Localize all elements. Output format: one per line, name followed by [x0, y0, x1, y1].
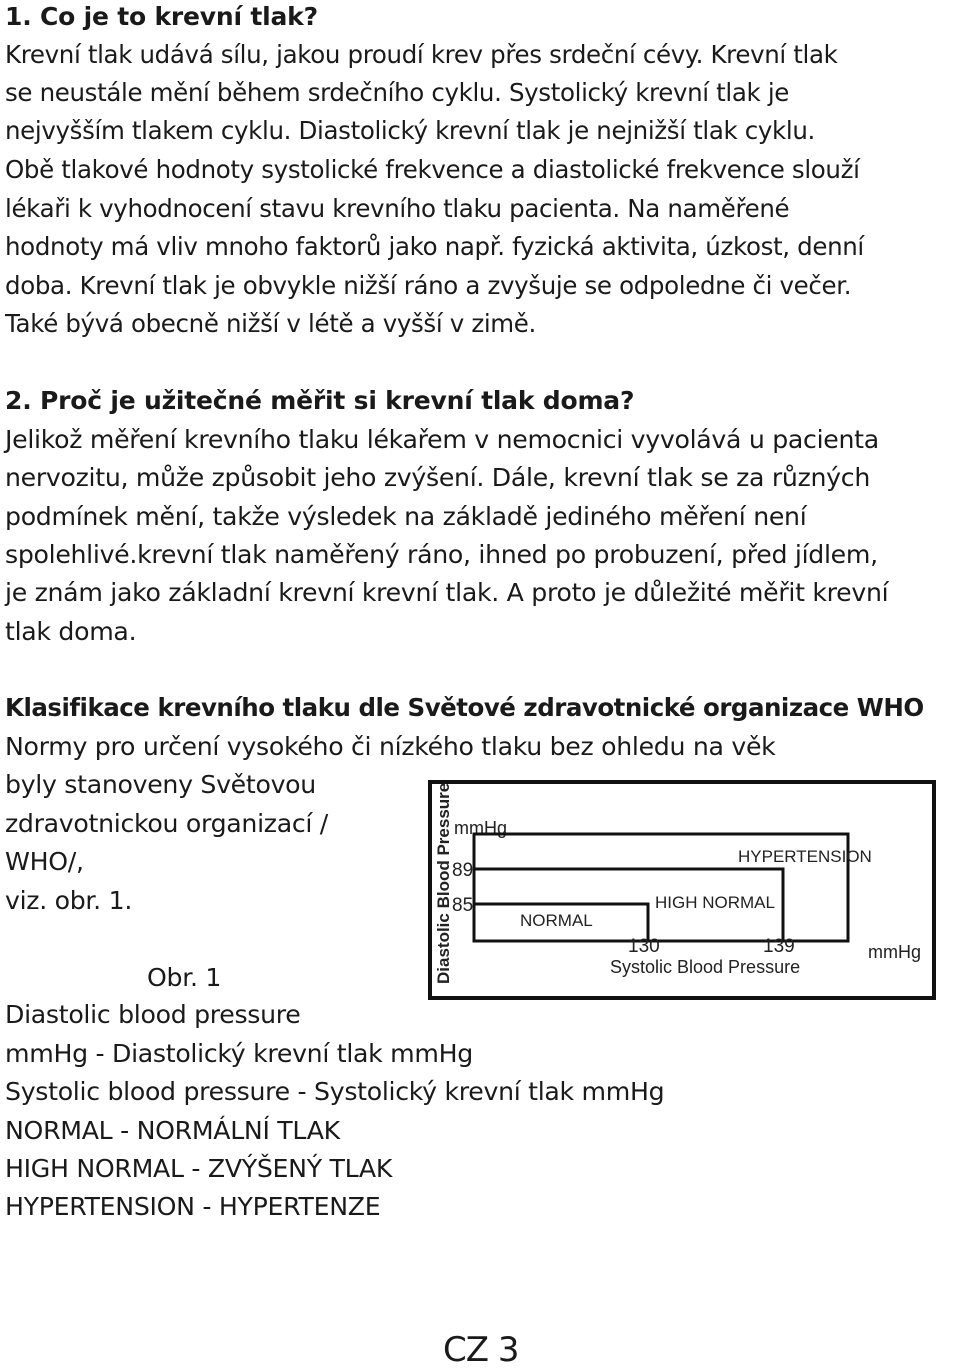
section3-line: Normy pro určení vysokého či nízkého tlaku bez ohledu na věk	[5, 732, 776, 761]
region-label-high-normal: HIGH NORMAL	[655, 893, 775, 912]
legend-item: NORMAL - NORMÁLNÍ TLAK	[5, 1116, 340, 1145]
section1-line: Krevní tlak udává sílu, jakou proudí krev přes srdeční cévy. Krevní tlak	[5, 40, 838, 69]
legend-item: Diastolic blood pressure	[5, 1000, 301, 1029]
section1-line: nejvyšším tlakem cyklu. Diastolický krevní tlak je nejnižší tlak cyklu.	[5, 116, 815, 145]
region-label-hypertension: HYPERTENSION	[738, 847, 872, 866]
section1-line: hodnoty má vliv mnoho faktorů jako např. fyzická aktivita, úzkost, denní	[5, 232, 864, 261]
section2-line: podmínek mění, takže výsledek na základě jediného měření není	[5, 502, 807, 531]
section1-line: Obě tlakové hodnoty systolické frekvence a diastolické frekvence slouží	[5, 155, 860, 184]
section2-line: spolehlivé.krevní tlak naměřený ráno, ihned po probuzení, před jídlem,	[5, 540, 878, 569]
section2-line: je znám jako základní krevní krevní tlak. A proto je důležité měřit krevní	[5, 578, 889, 607]
legend-item: mmHg - Diastolický krevní tlak mmHg	[5, 1039, 473, 1068]
section1-line: se neustále mění během srdečního cyklu. Systolický krevní tlak je	[5, 78, 790, 107]
x-axis-label: Systolic Blood Pressure	[610, 957, 801, 977]
legend-item: HYPERTENSION - HYPERTENZE	[5, 1192, 381, 1221]
section1-heading: 1. Co je to krevní tlak?	[5, 2, 318, 31]
section1-line: Také bývá obecně nižší v létě a vyšší v zimě.	[5, 309, 536, 338]
section3-line: byly stanoveny Světovou	[5, 770, 316, 799]
x-tick-label: 139	[763, 936, 795, 957]
legend-item: Systolic blood pressure - Systolický krevní tlak mmHg	[5, 1077, 665, 1106]
page-number: CZ 3	[443, 1330, 519, 1370]
legend-item: HIGH NORMAL - ZVÝŠENÝ TLAK	[5, 1154, 393, 1183]
x-axis-unit: mmHg	[868, 942, 921, 962]
y-axis-label: Diastolic Blood Pressure	[434, 782, 453, 984]
region-label-normal: NORMAL	[520, 911, 593, 930]
y-axis-unit: mmHg	[454, 818, 507, 838]
section3-heading: Klasifikace krevního tlaku dle Světové zdravotnické organizace WHO	[5, 693, 924, 722]
section1-line: lékaři k vyhodnocení stavu krevního tlaku pacienta. Na naměřené	[5, 194, 790, 223]
section3-line: WHO/,	[5, 847, 84, 876]
section2-line: tlak doma.	[5, 617, 137, 646]
y-tick-label: 89	[452, 860, 474, 881]
x-tick-label: 130	[628, 936, 660, 957]
section1-line: doba. Krevní tlak je obvykle nižší ráno a zvyšuje se odpoledne či večer.	[5, 271, 852, 300]
y-tick-label: 85	[452, 895, 474, 916]
figure-label: Obr. 1	[147, 963, 222, 992]
section2-heading: 2. Proč je užitečné měřit si krevní tlak doma?	[5, 386, 635, 415]
section3-line: zdravotnickou organizací /	[5, 809, 328, 838]
section2-line: Jelikož měření krevního tlaku lékařem v nemocnici vyvolává u pacienta	[5, 425, 879, 454]
section2-line: nervozitu, může způsobit jeho zvýšení. Dále, krevní tlak se za různých	[5, 463, 871, 492]
section3-line: viz. obr. 1.	[5, 886, 133, 915]
bp-classification-chart	[428, 780, 938, 1002]
